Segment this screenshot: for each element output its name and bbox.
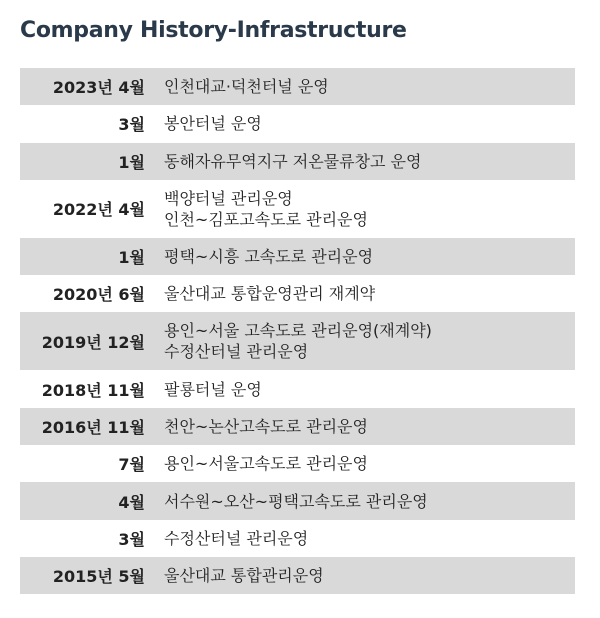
table-row [20,520,575,557]
table-row [20,68,575,105]
table-row [20,370,575,407]
row-date: 3월 [118,529,145,549]
row-line: 서수원~오산~평택고속도로 관리운영 [164,491,428,511]
table-row [20,275,575,312]
row-description [160,565,324,586]
row-date: 7월 [118,455,145,475]
row-description [160,528,308,549]
table-row [20,445,575,482]
row-date: 2020년 6월 [52,285,145,305]
row-description [160,320,432,362]
table-row [20,143,575,180]
table-row [20,238,575,275]
row-date: 2022년 4월 [52,200,145,220]
row-description [160,379,262,400]
row-date: 2019년 12월 [41,332,145,352]
table-row [20,180,575,238]
row-description [160,76,329,97]
row-line: 천안~논산고속도로 관리운영 [164,416,368,436]
row-description [160,283,375,304]
row-line: 수정산터널 관리운영 [164,342,309,362]
row-date: 1월 [118,248,145,268]
row-description [160,453,368,474]
row-date: 2015년 5월 [52,567,145,587]
table-row [20,557,575,594]
row-date: 2023년 4월 [52,78,145,98]
row-line: 울산대교 통합운영관리 재계약 [164,284,376,304]
row-line: 평택~시흥 고속도로 관리운영 [164,247,374,267]
row-date: 2018년 11월 [41,380,145,400]
row-line: 동해자유무역지구 저온물류창고 운영 [164,151,422,171]
table-row [20,482,575,519]
history-table [20,68,575,594]
table-row [20,408,575,445]
row-line: 용인~서울 고속도로 관리운영(재계약) [164,321,432,341]
row-date: 4월 [118,492,145,512]
row-date: 3월 [118,115,145,135]
row-line: 인천대교·덕천터널 운영 [164,77,329,97]
row-line: 울산대교 통합관리운영 [164,566,324,586]
row-description [160,246,373,267]
row-line: 수정산터널 관리운영 [164,528,309,548]
table-row [20,312,575,370]
row-description [160,151,421,172]
row-description [160,491,428,512]
row-description [160,113,262,134]
row-description [160,416,368,437]
row-line: 인천~김포고속도로 관리운영 [164,209,368,229]
row-line: 봉안터널 운영 [164,114,262,134]
row-line: 용인~서울고속도로 관리운영 [164,454,368,474]
row-line: 팔룡터널 운영 [164,379,262,399]
table-row [20,105,575,142]
row-line: 백양터널 관리운영 [164,188,293,208]
page-title: Company History-Infrastructure [20,18,407,43]
row-date: 2016년 11월 [41,417,145,437]
row-description [160,188,368,230]
row-date: 1월 [118,152,145,172]
